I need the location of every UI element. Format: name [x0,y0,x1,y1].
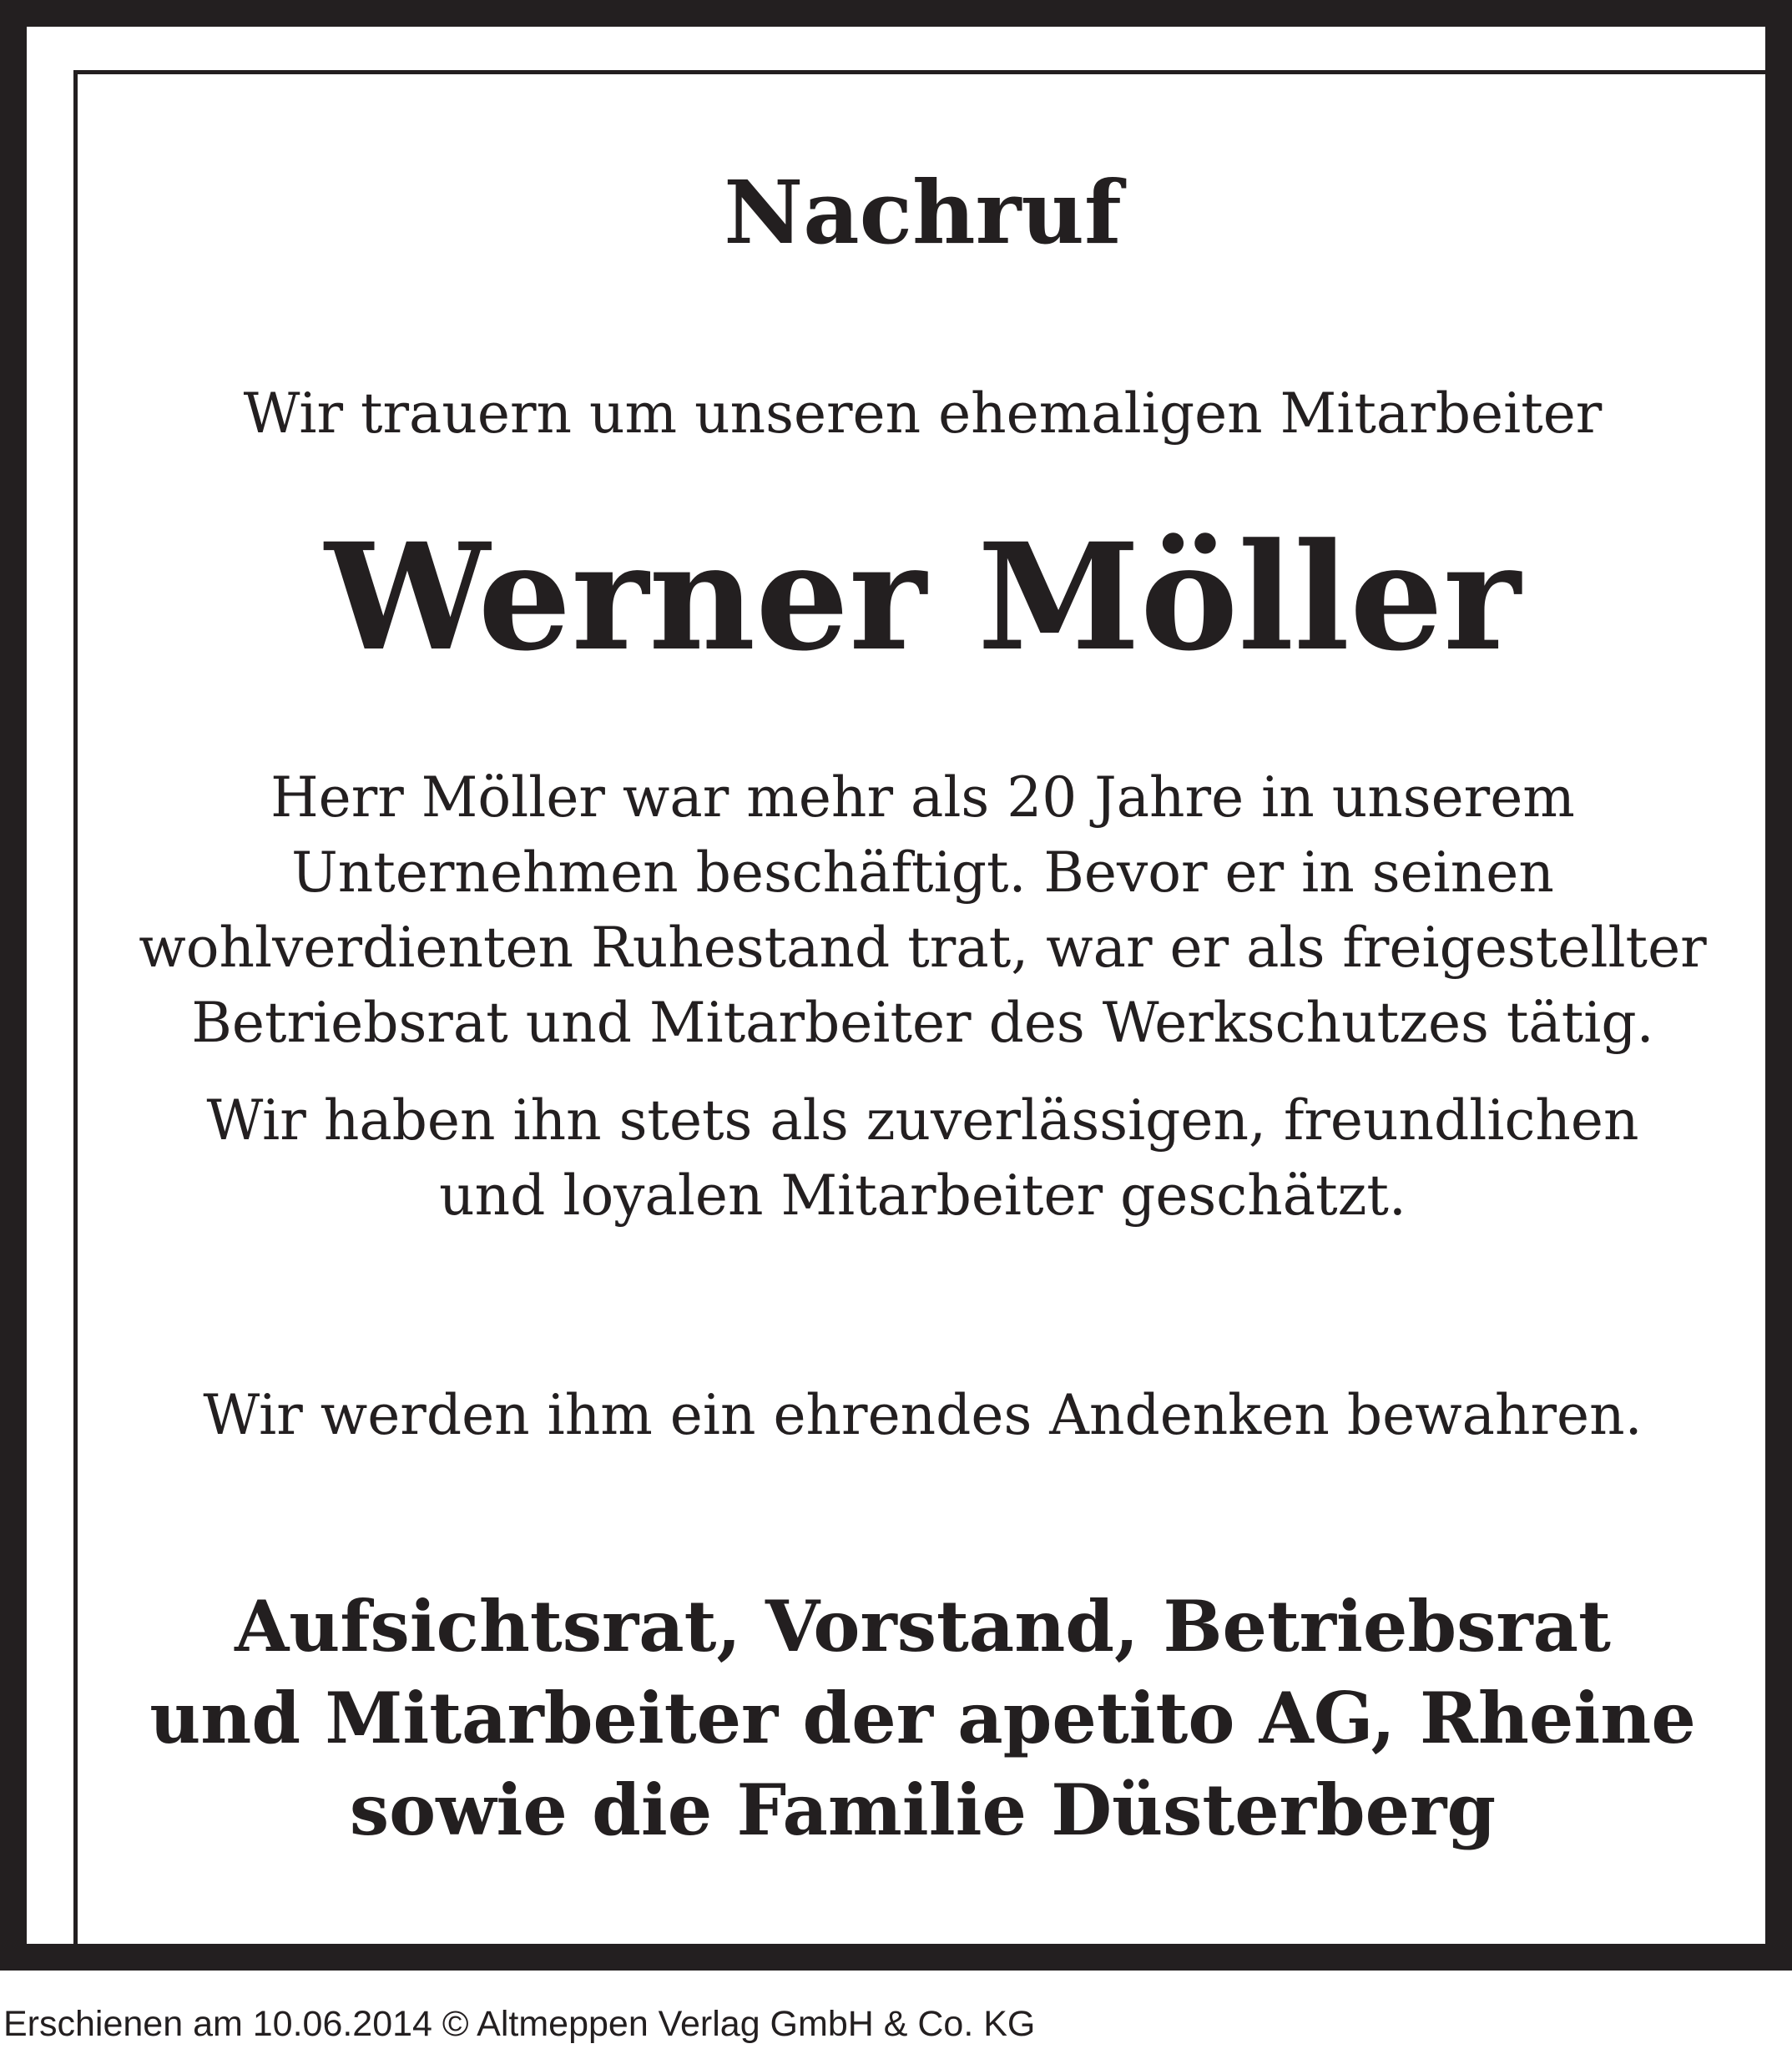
paragraph-appreciation [78,1087,1768,1238]
paragraph-career [78,765,1768,1065]
signature-line-3: sowie die Familie Düsterberg [349,1769,1497,1851]
obituary-content [78,74,1768,1950]
deceased-name: Werner Möller [325,511,1521,684]
publication-footer: Erschienen am 10.06.2014 © Altmeppen Verlag GmbH & Co. KG [3,2004,1036,2044]
signature-block [78,1585,1768,1860]
obituary-intro: Wir trauern um unseren ehemaligen Mitarbeiter [243,381,1603,446]
paragraph-career-line-1: Herr Möller war mehr als 20 Jahre in unserem [270,765,1575,830]
paragraph-appreciation-line-2: und loyalen Mitarbeiter geschätzt. [439,1163,1406,1228]
signature-line-2: und Mitarbeiter der apetito AG, Rheine [149,1677,1696,1759]
paragraph-career-line-2: Unternehmen beschäftigt. Bevor er in seinen [291,840,1554,905]
obituary-heading: Nachruf [724,161,1122,264]
closing-sentence: Wir werden ihm ein ehrendes Andenken bewahren. [203,1383,1643,1447]
paragraph-career-line-4: Betriebsrat und Mitarbeiter des Werkschutzes tätig. [191,991,1654,1055]
paragraph-appreciation-line-1: Wir haben ihn stets als zuverlässigen, freundlichen [206,1088,1639,1153]
obituary-inner-frame [73,70,1772,1954]
paragraph-career-line-3: wohlverdienten Ruhestand trat, war er als freigestellter [139,916,1707,980]
signature-line-1: Aufsichtsrat, Vorstand, Betriebsrat [235,1585,1611,1668]
